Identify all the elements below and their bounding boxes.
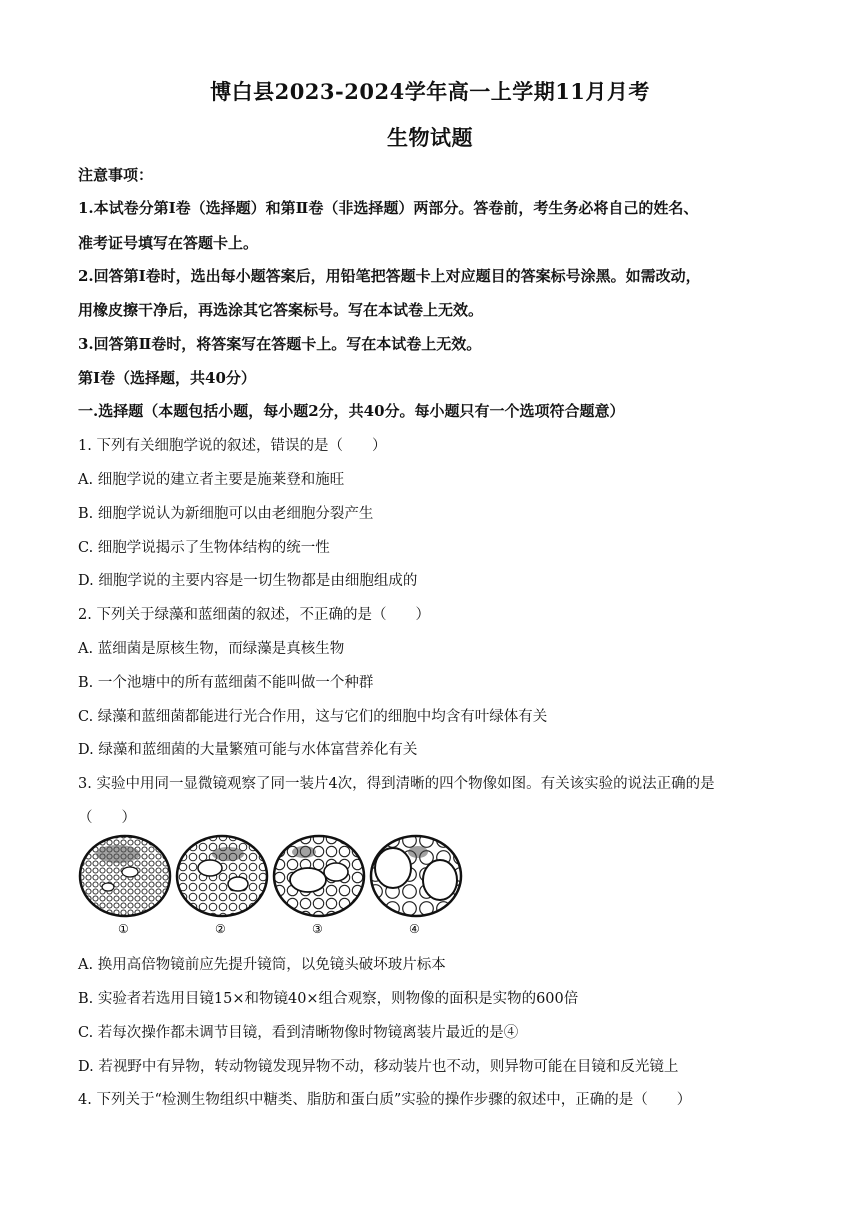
microscope-images-figure (78, 832, 473, 937)
microscope-field-2 (177, 836, 267, 916)
question-3-option-b: B. 实验者若选用目镜15×和物镜40×组合观察，则物像的面积是实物的600倍 (78, 991, 579, 1007)
note-2-line-2: 用橡皮擦干净后，再选涂其它答案标号。写在本试卷上无效。 (78, 301, 484, 319)
question-1-option-d: D. 细胞学说的主要内容是一切生物都是由细胞组成的 (78, 573, 418, 589)
figure-label-4: ④ (409, 922, 420, 936)
figure-label-2: ② (215, 922, 226, 936)
question-1-option-b: B. 细胞学说认为新细胞可以由老细胞分裂产生 (78, 506, 374, 522)
question-2-option-b: B. 一个池塘中的所有蓝细菌不能叫做一个种群 (78, 675, 374, 691)
question-3-option-d: D. 若视野中有异物，转动物镜发现异物不动，移动装片也不动，则异物可能在目镜和反光镜上 (78, 1059, 679, 1075)
section-heading: 一.选择题（本题包括小题，每小题2分，共40分。每小题只有一个选项符合题意） (78, 402, 625, 420)
question-3-stem-line-1: 3. 实验中用同一显微镜观察了同一装片4次，得到清晰的四个物像如图。有关该实验的说法正确的是 (78, 776, 715, 792)
part-1-heading: 第Ⅰ卷（选择题，共40分） (78, 369, 256, 387)
microscope-field-4 (371, 836, 461, 916)
question-1-option-c: C. 细胞学说揭示了生物体结构的统一性 (78, 540, 330, 556)
question-3-option-a: A. 换用高倍物镜前应先提升镜筒，以免镜头破坏玻片标本 (78, 957, 446, 973)
figure-label-3: ③ (312, 922, 323, 936)
question-2-option-c: C. 绿藻和蓝细菌都能进行光合作用，这与它们的细胞中均含有叶绿体有关 (78, 709, 548, 725)
note-1-line-1: 1.本试卷分第Ⅰ卷（选择题）和第Ⅱ卷（非选择题）两部分。答卷前，考生务必将自己的姓名、 (78, 199, 699, 217)
question-2-stem: 2. 下列关于绿藻和蓝细菌的叙述，不正确的是（ ） (78, 607, 430, 623)
question-3-option-c: C. 若每次操作都未调节目镜，看到清晰物像时物镜离装片最近的是④ (78, 1025, 519, 1041)
note-3: 3.回答第Ⅱ卷时，将答案写在答题卡上。写在本试卷上无效。 (78, 335, 482, 353)
question-1-stem: 1. 下列有关细胞学说的叙述，错误的是（ ） (78, 438, 387, 454)
question-3-stem-line-2: （ ） (78, 810, 136, 826)
question-2-option-d: D. 绿藻和蓝细菌的大量繁殖可能与水体富营养化有关 (78, 742, 418, 758)
figure-label-1: ① (118, 922, 129, 936)
notes-heading: 注意事项： (78, 166, 154, 184)
question-2-option-a: A. 蓝细菌是原核生物，而绿藻是真核生物 (78, 641, 345, 657)
exam-title: 博白县2023-2024学年高一上学期11月月考 (210, 79, 650, 104)
note-2-line-1: 2.回答第Ⅰ卷时，选出每小题答案后，用铅笔把答题卡上对应题目的答案标号涂黑。如需改动， (78, 267, 701, 285)
microscope-field-1 (80, 836, 170, 916)
question-1-option-a: A. 细胞学说的建立者主要是施莱登和施旺 (78, 472, 345, 488)
question-4-stem: 4. 下列关于“检测生物组织中糖类、脂肪和蛋白质”实验的操作步骤的叙述中，正确的是（ ） (78, 1092, 692, 1108)
note-1-line-2: 准考证号填写在答题卡上。 (78, 234, 259, 252)
exam-subtitle: 生物试题 (387, 125, 473, 150)
microscope-field-3 (274, 836, 364, 916)
